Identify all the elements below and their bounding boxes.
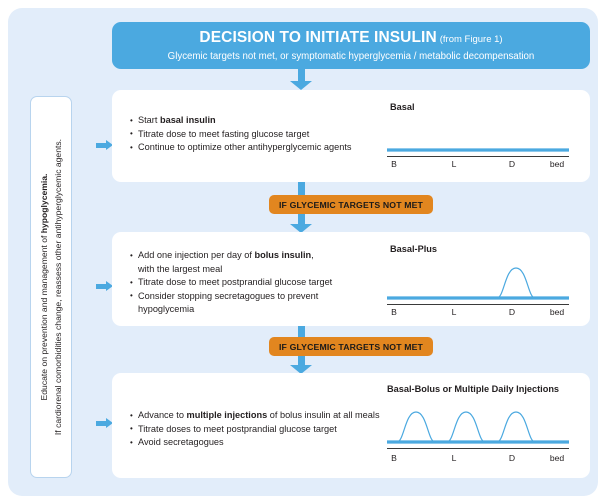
connector-line-step1-to-divider1: [298, 182, 305, 195]
bolus-peak-breakfast: [397, 412, 435, 442]
bullet-text: Titrate dose to meet fasting glucose target: [138, 128, 310, 139]
list-item: [130, 436, 380, 450]
header-banner: [112, 22, 590, 69]
axis-tick-label-d: D: [508, 453, 516, 463]
graph-basal-svg: [385, 130, 571, 162]
connector-line-step2-to-divider2: [298, 326, 305, 337]
bullet-text: Titrate doses to meet postprandial glucose target: [138, 423, 337, 434]
bullet-text-post: of bolus insulin at all meals: [267, 410, 380, 420]
connector-arrow-header-to-step1: [290, 81, 312, 90]
sidebar-line-2: If cardiorenal comorbidities change, reassess other antihyperglycemic agents.: [53, 138, 63, 436]
bullet-text: Continue to optimize other antihyperglycemic agents: [138, 142, 352, 153]
sidebar-arrow-to-step1: [96, 140, 113, 151]
bullet-text: with the largest meal: [138, 263, 223, 274]
graph-title-basal: Basal: [390, 102, 415, 112]
list-item: [130, 409, 380, 423]
sidebar-line-1: [37, 101, 51, 473]
axis-tick-label-l: L: [451, 159, 457, 169]
header-title-source: (from Figure 1): [439, 34, 503, 45]
list-item: [130, 276, 332, 290]
step-card-basal: [112, 90, 590, 182]
list-item: [130, 249, 332, 263]
bolus-peak-dinner: [497, 268, 535, 298]
graph-title-basal-bolus: Basal-Bolus or Multiple Daily Injections: [387, 384, 560, 394]
graph-basal-bolus: [385, 404, 571, 454]
axis-tick-label-l: L: [451, 453, 457, 463]
bullet-bold: bolus insulin: [254, 250, 312, 260]
list-item: [130, 423, 380, 437]
step2-bullet-list: [130, 249, 332, 317]
sidebar-education-note: [30, 96, 72, 478]
axis-tick-label-bed: bed: [549, 159, 565, 169]
bullet-bold: multiple injections: [186, 410, 268, 420]
bullet-text: hypoglycemia: [138, 304, 195, 315]
axis-tick-label-bed: bed: [549, 307, 565, 317]
bullet-text-post: ,: [311, 250, 314, 260]
sidebar-text: [37, 101, 65, 473]
header-title-row: [112, 28, 590, 49]
graph-basal-plus: [385, 264, 571, 310]
axis-tick-label-b: B: [391, 159, 397, 169]
step-card-basal-plus: [112, 232, 590, 326]
step1-bullet-list: [130, 114, 351, 155]
sidebar-arrow-to-step2: [96, 281, 113, 292]
bolus-peak-dinner: [497, 412, 535, 442]
bolus-peak-lunch: [447, 412, 485, 442]
list-item: [130, 114, 351, 128]
page-title: DECISION TO INITIATE INSULIN: [199, 29, 437, 46]
divider-badge-1-label: IF GLYCEMIC TARGETS NOT MET: [278, 199, 423, 210]
list-item-continuation: [130, 263, 332, 277]
graph-basal-bolus-svg: [385, 404, 571, 454]
bullet-bold: basal insulin: [159, 115, 216, 125]
divider-badge-2: [269, 337, 433, 356]
graph-basal: [385, 130, 571, 162]
bullet-text: Start: [138, 115, 160, 125]
axis-tick-label-bed: bed: [549, 453, 565, 463]
axis-tick-label-b: B: [391, 453, 397, 463]
divider-badge-1: [269, 195, 433, 214]
sidebar-line-1-bold: hypoglycemia.: [39, 173, 49, 234]
bullet-text: Add one injection per day of: [138, 250, 255, 260]
axis-tick-label-d: D: [508, 307, 516, 317]
step3-bullet-list: [130, 409, 380, 450]
axis-tick-label-b: B: [391, 307, 397, 317]
bullet-text: Advance to: [138, 410, 187, 420]
bullet-text: Avoid secretagogues: [138, 437, 224, 448]
sidebar-arrow-to-step3: [96, 418, 113, 429]
header-subtitle: Glycemic targets not met, or symptomatic hyperglycemia / metabolic decompensation: [167, 51, 535, 62]
list-item: [130, 141, 351, 155]
axis-tick-label-d: D: [508, 159, 516, 169]
graph-basal-plus-svg: [385, 264, 571, 310]
list-item: [130, 128, 351, 142]
graph-title-basal-plus: Basal-Plus: [390, 244, 437, 254]
divider-badge-2-label: IF GLYCEMIC TARGETS NOT MET: [278, 341, 423, 352]
axis-tick-label-l: L: [451, 307, 457, 317]
list-item-continuation: [130, 303, 332, 317]
list-item: [130, 290, 332, 304]
step-card-basal-bolus: [112, 373, 590, 478]
bullet-text: Consider stopping secretagogues to prevent: [138, 290, 319, 301]
bullet-text: Titrate dose to meet postprandial glucose target: [138, 277, 333, 288]
sidebar-line-1-prefix: Educate on prevention and management of: [39, 233, 49, 401]
